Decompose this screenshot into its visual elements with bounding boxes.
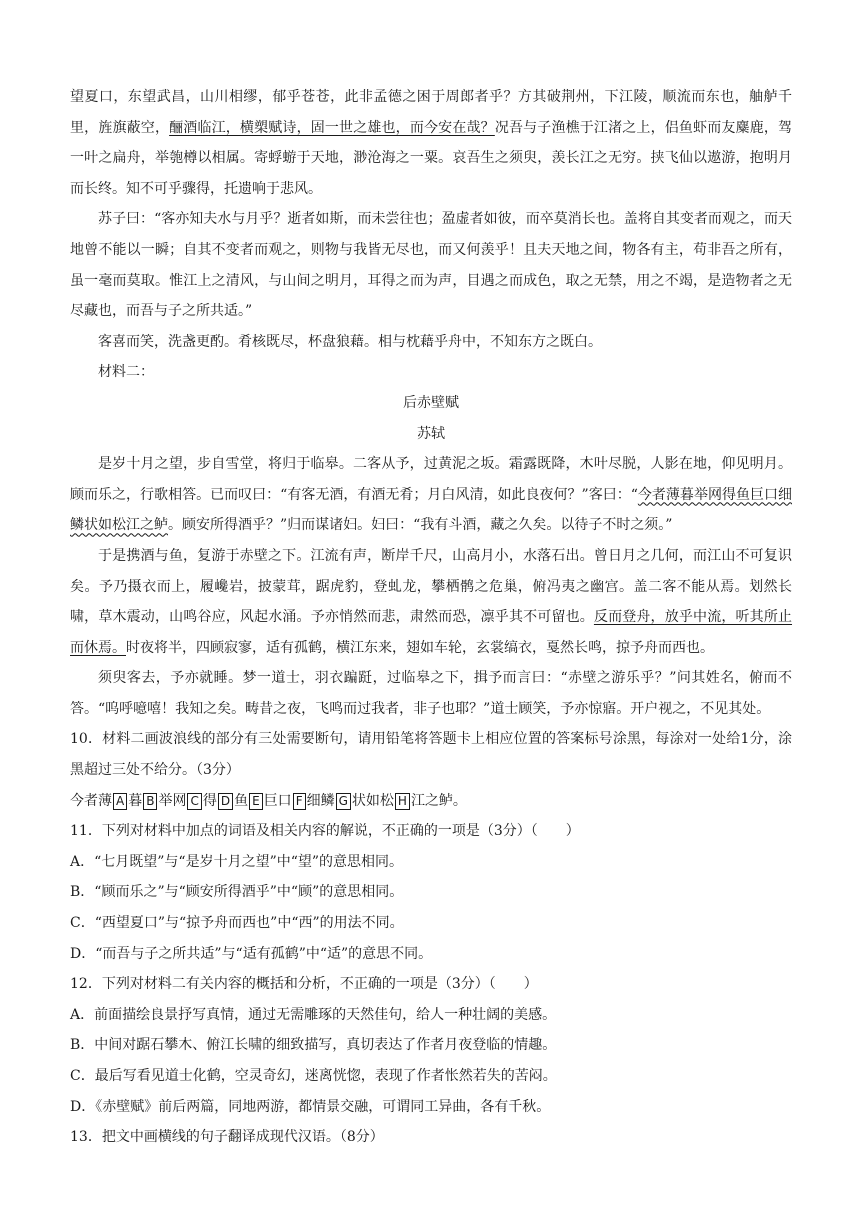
question-12-stem: 12．下列对材料二有关内容的概括和分析，不正确的一项是（3分）（ ） <box>70 976 538 993</box>
break-marker-f: F <box>293 793 306 810</box>
question-12-option-a: A．前面描绘良景抒写真情，通过无需雕琢的天然佳句，给人一种壮阔的美感。 <box>70 1006 557 1023</box>
wavy-underlined-sentence: 今者薄暮举网得鱼巨口细鳞状如松江之鲈 <box>70 486 792 534</box>
question-11-stem: 11．下列对材料中加点的词语及相关内容的解说，不正确的一项是（3分）（ ） <box>70 823 580 840</box>
question-11-option-a: A．“七月既望”与“是岁十月之望”中“望”的意思相同。 <box>70 853 404 870</box>
material2-label: 材料二： <box>98 364 154 381</box>
material2-paragraph-1: 是岁十月之望，步自雪堂，将归于临皋。二客从予，过黄泥之坂。霜露既降，木叶尽脱，人影在地，仰见明月。顾而乐之，行歌相答。已而叹曰：“有客无酒，有酒无肴；月白风清，如此良夜何？”客曰：“今者薄暮举网得鱼巨口细鳞状如松江之鲈。顾安所得酒乎？”归而谋诸妇。妇曰：“我有斗酒，藏之久矣。以待子不时之须。” <box>70 456 792 534</box>
material2-paragraph-3: 须臾客去，予亦就睡。梦一道士，羽衣蹁跹，过临皋之下，揖予而言曰：“赤壁之游乐乎？”问其姓名，俯而不答。“呜呼噫嘻！我知之矣。畴昔之夜，飞鸣而过我者，非子也耶？”道士顾笑，予亦惊寤。开户视之，不见其处。 <box>70 670 792 717</box>
break-marker-c: C <box>187 793 201 810</box>
break-marker-g: G <box>336 793 351 810</box>
passage1-paragraph-2: 苏子曰：“客亦知夫水与月乎？逝者如斯，而未尝往也；盈虚者如彼，而卒莫消长也。盖将自其变者而观之，而天地曾不能以一瞬；自其不变者而观之，则物与我皆无尽也，而又何羡乎！且夫天地之间，物各有主，苟非吾之所有，虽一毫而莫取。惟江上之清风，与山间之明月，耳得之而为声，目遇之而成色，取之无禁，用之不竭，是造物者之无尽藏也，而吾与子之所共适。” <box>70 211 792 320</box>
material2-title: 后赤壁赋 <box>403 394 459 411</box>
sentence-fragment: 巨口 <box>263 792 292 809</box>
break-marker-b: B <box>143 793 157 810</box>
break-marker-d: D <box>218 793 233 810</box>
break-marker-a: A <box>113 793 127 810</box>
sentence-fragment: 江之鲈。 <box>410 792 467 809</box>
passage1-paragraph-3: 客喜而笑，洗盏更酌。肴核既尽，杯盘狼藉。相与枕藉乎舟中，不知东方之既白。 <box>98 333 602 350</box>
question-10-stem: 10．材料二画波浪线的部分有三处需要断句，请用铅笔将答题卡上相应位置的答案标号涂黑，每涂对一处给1分，涂黑超过三处不给分。（3分） <box>70 731 792 779</box>
question-11-option-c: C．“西望夏口”与“掠予舟而西也”中“西”的用法不同。 <box>70 915 404 932</box>
question-11-option-b: B．“顾而乐之”与“顾安所得酒乎”中“顾”的意思相同。 <box>70 884 404 901</box>
sentence-fragment: 状如松 <box>351 792 394 809</box>
exam-page <box>70 82 792 1153</box>
break-marker-e: E <box>249 793 263 810</box>
question-11-option-d: D．“而吾与子之所共适”与“适有孤鹤”中“适”的意思不同。 <box>70 945 433 962</box>
material2-paragraph-2: 于是携酒与鱼，复游于赤壁之下。江流有声，断岸千尺，山高月小，水落石出。曾日月之几何，而江山不可复识矣。予乃摄衣而上，履巉岩，披蒙茸，踞虎豹，登虬龙，攀栖鹘之危巢，俯冯夷之幽宫。盖二客不能从焉。划然长啸，草木震动，山鸣谷应，风起水涌。予亦悄然而悲，肃然而恐，凛乎其不可留也。反而登舟，放乎中流，听其所止而休焉。时夜将半，四顾寂寥，适有孤鹤，横江东来，翅如车轮，玄裳缟衣，戛然长鸣，掠予舟而西也。 <box>70 547 793 656</box>
sentence-fragment: 今者薄 <box>70 792 112 809</box>
sentence-fragment: 鱼 <box>234 792 249 809</box>
passage1-paragraph-1: 望夏口，东望武昌，山川相缪，郁乎苍苍，此非孟德之困于周郎者乎？方其破荆州，下江陵，顺流而东也，舳舻千里，旌旗蔽空，酾酒临江，横槊赋诗，固一世之雄也，而今安在哉？况吾与子渔樵于江渚之上，侣鱼虾而友麋鹿，驾一叶之扁舟，举匏樽以相属。寄蜉蝣于天地，渺沧海之一粟。哀吾生之须臾，羡长江之无穷。挟飞仙以遨游，抱明月而长终。知不可乎骤得，托遗响于悲风。 <box>70 89 793 197</box>
material2-author: 苏轼 <box>417 425 445 442</box>
underlined-sentence-1: 酾酒临江，横槊赋诗，固一世之雄也，而今安在哉？ <box>169 119 495 136</box>
question-13-stem: 13．把文中画横线的句子翻译成现代汉语。（8分） <box>70 1129 384 1146</box>
sentence-fragment: 举网 <box>158 792 187 809</box>
sentence-fragment: 细鳞 <box>306 792 335 809</box>
question-12-option-b: B．中间对踞石攀木、俯江长啸的细致描写，真切表达了作者月夜登临的情趣。 <box>70 1037 557 1054</box>
underlined-sentence-2: 反而登舟，放乎中流，听其所止而休焉。 <box>70 609 793 656</box>
question-12-option-d: D．《赤壁赋》前后两篇，同地两游，都情景交融，可谓同工异曲，各有千秋。 <box>70 1098 551 1115</box>
question-10-sentence <box>70 786 792 817</box>
question-12-option-c: C．最后写看见道士化鹤，空灵奇幻，迷离恍惚，表现了作者怅然若失的苦闷。 <box>70 1068 557 1084</box>
break-marker-h: H <box>395 793 410 810</box>
sentence-fragment: 得 <box>202 792 217 809</box>
sentence-fragment: 暮 <box>128 792 143 809</box>
